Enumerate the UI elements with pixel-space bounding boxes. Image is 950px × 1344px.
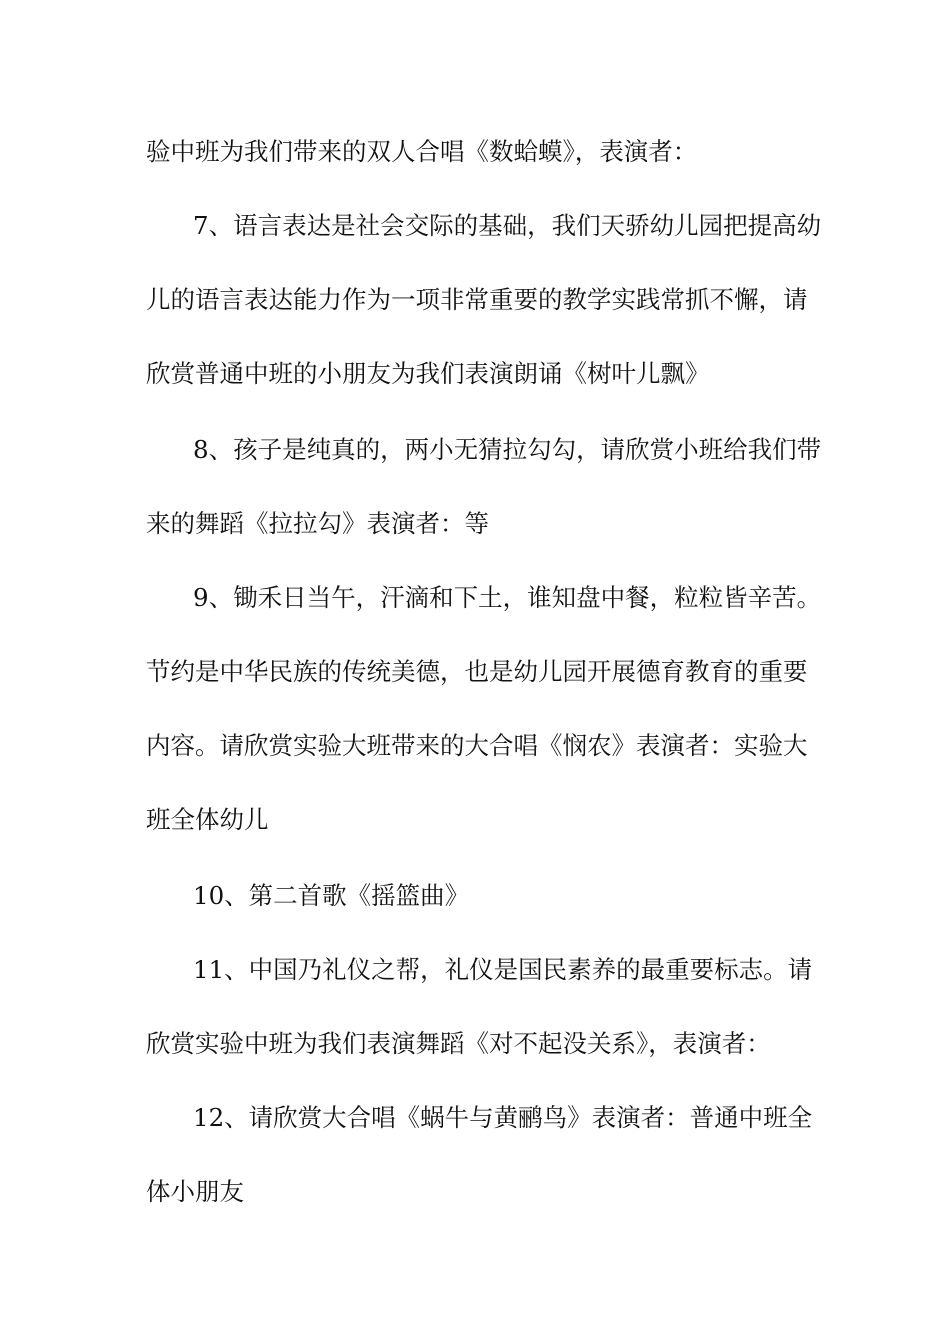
text-line-10: 班全体幼儿: [146, 805, 269, 834]
text-line-7: 9、锄禾日当午，汗滴和下土，谁知盘中餐，粒粒皆辛苦。: [193, 583, 822, 612]
text-line-8: 节约是中华民族的传统美德，也是幼儿园开展德育教育的重要: [146, 657, 808, 686]
text-line-12: 11、中国乃礼仪之帮，礼仪是国民素养的最重要标志。请: [193, 955, 813, 984]
text-line-3: 儿的语言表达能力作为一项非常重要的教学实践常抓不懈，请: [146, 285, 808, 314]
text-line-13: 欣赏实验中班为我们表演舞蹈《对不起没关系》，表演者：: [146, 1029, 771, 1058]
text-line-11: 10、第二首歌《摇篮曲》: [193, 881, 470, 910]
text-line-2: 7、语言表达是社会交际的基础，我们天骄幼儿园把提高幼: [193, 211, 822, 240]
text-line-9: 内容。请欣赏实验大班带来的大合唱《悯农》表演者：实验大: [146, 731, 808, 760]
text-line-5: 8、孩子是纯真的，两小无猜拉勾勾，请欣赏小班给我们带: [193, 435, 822, 464]
text-line-6: 来的舞蹈《拉拉勾》表演者：等: [146, 509, 489, 538]
text-line-14: 12、请欣赏大合唱《蜗牛与黄鹂鸟》表演者：普通中班全: [193, 1103, 813, 1132]
text-line-15: 体小朋友: [146, 1177, 244, 1206]
text-line-4: 欣赏普通中班的小朋友为我们表演朗诵《树叶儿飘》: [146, 359, 710, 388]
text-line-1: 验中班为我们带来的双人合唱《数蛤蟆》，表演者：: [146, 137, 698, 166]
